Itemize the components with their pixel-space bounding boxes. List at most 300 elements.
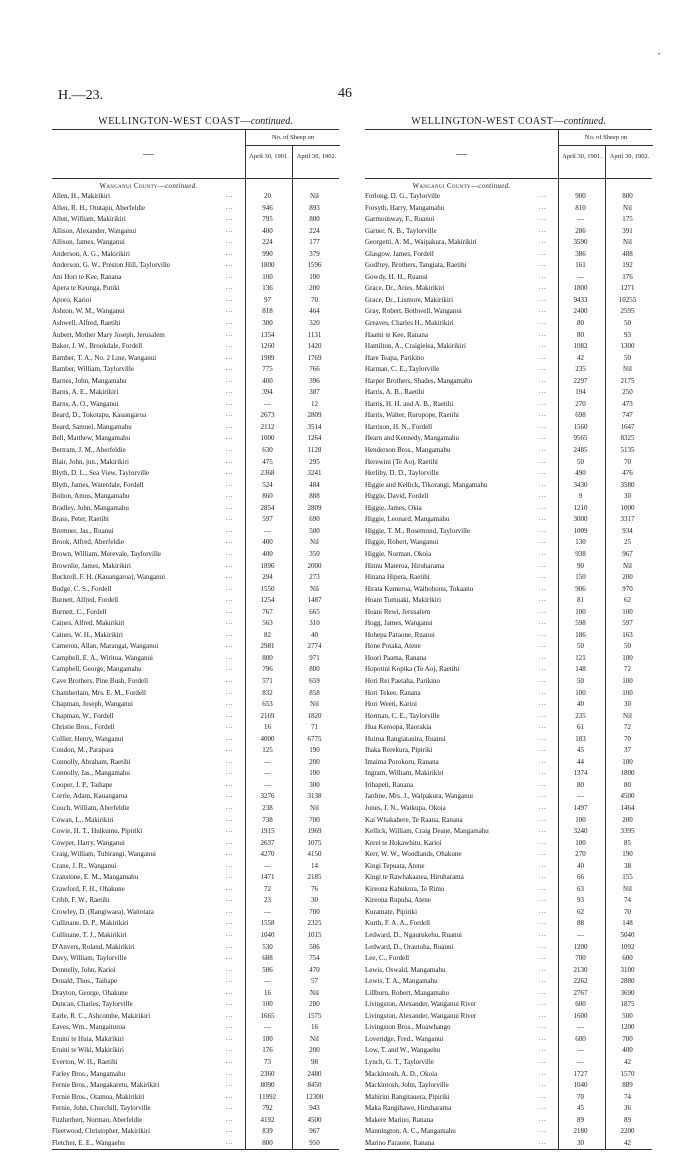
sheep-1902: 100	[622, 688, 633, 697]
leader-dots: ...	[539, 331, 547, 338]
sheep-1901: 530	[262, 942, 273, 951]
table-row	[52, 1034, 339, 1046]
sheep-1902: 71	[311, 723, 318, 732]
owner-name: Hoori Paama, Ranana	[365, 653, 427, 662]
table-row	[365, 595, 652, 607]
sheep-1902: Nil	[623, 238, 632, 247]
table-row	[52, 815, 339, 827]
sheep-1901: 1800	[573, 284, 588, 293]
sheep-1902: 950	[309, 1138, 320, 1147]
leader-dots: ...	[539, 412, 547, 419]
table-row	[52, 1126, 339, 1138]
owner-name: Mannington, A. C., Mangamahu	[365, 1127, 456, 1136]
leader-dots: ...	[226, 1035, 234, 1042]
leader-dots: ...	[226, 354, 234, 361]
table-row	[365, 1034, 652, 1046]
table-row	[52, 503, 339, 515]
sheep-1902: Nil	[310, 700, 319, 709]
owner-name: Cowan, L., Makirikiri	[52, 815, 114, 824]
sheep-1901: 3240	[573, 827, 588, 836]
sheep-1902: 1092	[620, 942, 635, 951]
owner-name: Lee, C., Fordell	[365, 954, 410, 963]
sheep-1901: 2360	[260, 1069, 275, 1078]
sheep-1901: 1560	[573, 422, 588, 431]
leader-dots: ...	[539, 677, 547, 684]
sheep-1902: Nil	[310, 538, 319, 547]
leader-dots: ...	[539, 608, 547, 615]
table-row	[52, 410, 339, 422]
sheep-1901: 161	[575, 261, 586, 270]
sheep-1902: 800	[309, 665, 320, 674]
sheep-1902: 30	[624, 492, 631, 501]
leader-dots: ...	[539, 770, 547, 777]
sheep-1902: 387	[309, 388, 320, 397]
header-1901: April 30, 1901.	[246, 146, 293, 178]
sheep-1902: 1271	[620, 284, 635, 293]
sheep-1901: 946	[262, 203, 273, 212]
owner-name: Cullinane, D. P., Makirikiri	[52, 919, 129, 928]
leader-dots: ...	[539, 354, 547, 361]
sheep-1902: 2000	[307, 561, 322, 570]
leader-dots: ...	[226, 447, 234, 454]
table-row	[365, 1057, 652, 1069]
leader-dots: ...	[539, 1001, 547, 1008]
sheep-1902: 3395	[620, 827, 635, 836]
table-row	[365, 930, 652, 942]
table-row	[365, 283, 652, 295]
leader-dots: ...	[539, 377, 547, 384]
leader-dots: ...	[226, 400, 234, 407]
table-row	[52, 457, 339, 469]
table-row	[365, 976, 652, 988]
sheep-1901: 224	[262, 238, 273, 247]
table-row	[52, 1115, 339, 1127]
table-row	[52, 341, 339, 353]
leader-dots: ...	[226, 227, 234, 234]
sheep-1901: 270	[575, 399, 586, 408]
owner-name: Glasgow, James, Fordell	[365, 249, 434, 258]
table-row	[365, 1138, 652, 1150]
leader-dots: ...	[226, 920, 234, 927]
table-row	[365, 688, 652, 700]
owner-name: Cave Brothers, Pine Bush, Fordell	[52, 676, 149, 685]
leader-dots: ...	[226, 262, 234, 269]
sheep-1902: Nil	[623, 203, 632, 212]
sheep-1902: 200	[309, 284, 320, 293]
table-row	[52, 1011, 339, 1023]
sheep-1902: 3241	[307, 469, 322, 478]
table-row	[52, 283, 339, 295]
sheep-1901: 72	[264, 884, 271, 893]
sheep-1902: 400	[622, 1046, 633, 1055]
leader-dots: ...	[539, 239, 547, 246]
ink-speck: •	[658, 52, 661, 58]
owner-name: Harper Brothers, Shades, Mangamahu	[365, 376, 473, 385]
sheep-1902: 4500	[307, 1115, 322, 1124]
sheep-1902: 70	[624, 457, 631, 466]
table-row	[52, 711, 339, 723]
leader-dots: ...	[539, 527, 547, 534]
sheep-1902: 1264	[307, 434, 322, 443]
sheep-1901: 938	[575, 549, 586, 558]
leader-dots: ...	[226, 504, 234, 511]
owner-name: Brown, William, Merevale, Taylorville	[52, 549, 161, 558]
owner-name: Duncan, Charles, Taylorville	[52, 1000, 133, 1009]
sheep-1902: 8325	[620, 434, 635, 443]
leader-dots: ...	[226, 978, 234, 985]
table-row	[365, 249, 652, 261]
owner-name: Herlihy, D. D., Taylorville	[365, 469, 439, 478]
owner-name: Christie Bros., Fordell	[52, 723, 115, 732]
table-row	[365, 630, 652, 642]
column-title: WELLINGTON-WEST COAST—continued.	[411, 116, 606, 127]
table-row	[365, 514, 652, 526]
owner-name: Grace, Dr., Aries, Makirikiri	[365, 284, 445, 293]
sheep-1902: 1875	[620, 1000, 635, 1009]
owner-name: Haami te Kee, Ranana	[365, 330, 428, 339]
sheep-1901: 73	[264, 1058, 271, 1067]
table-row	[365, 376, 652, 388]
table-row	[365, 537, 652, 549]
leader-dots: ...	[539, 262, 547, 269]
sheep-1902: 967	[622, 549, 633, 558]
sheep-1901: 2637	[260, 838, 275, 847]
header-1901: April 30, 1901.	[559, 146, 606, 178]
owner-name: Budge, C. S., Fordell	[52, 584, 112, 593]
leader-dots: ...	[539, 481, 547, 488]
leader-dots: ...	[226, 643, 234, 650]
table-row	[365, 711, 652, 723]
sheep-1902: 280	[309, 1000, 320, 1009]
table-row	[365, 676, 652, 688]
leader-dots: ...	[226, 250, 234, 257]
sheep-1902: 2325	[307, 919, 322, 928]
sheep-1901: 1497	[573, 803, 588, 812]
sheep-1902: 30	[311, 896, 318, 905]
leader-dots: ...	[226, 966, 234, 973]
sheep-1902: 2175	[620, 376, 635, 385]
table-header	[365, 129, 652, 179]
leader-dots: ...	[539, 193, 547, 199]
leader-dots: ...	[539, 320, 547, 327]
owner-name: Bamber, T. A., No. 2 Line, Wanganui	[52, 353, 157, 362]
leader-dots: ...	[226, 620, 234, 627]
leader-dots: ...	[539, 747, 547, 754]
sheep-1902: 192	[622, 261, 633, 270]
sheep-1901: 1471	[260, 873, 275, 882]
table-row	[52, 318, 339, 330]
owner-name: Corrie, Adam, Kauangaroa	[52, 792, 128, 801]
table-row	[365, 768, 652, 780]
leader-dots: ...	[539, 574, 547, 581]
sheep-1902: 3138	[307, 792, 322, 801]
sheep-1902: Nil	[310, 988, 319, 997]
leader-dots: ...	[539, 423, 547, 430]
leader-dots: ...	[539, 550, 547, 557]
owner-name: Anderson, A. G., Makirikiri	[52, 249, 130, 258]
leader-dots: ...	[226, 527, 234, 534]
leader-dots: ...	[226, 331, 234, 338]
table-row	[52, 1103, 339, 1115]
owner-name: Fernie Bros., Otamoa, Makirikiri	[52, 1092, 145, 1101]
owner-name: Bolton, Amos, Mangamahu	[52, 492, 130, 501]
owner-name: Mahirini Rangitauera, Pipiriki	[365, 1092, 450, 1101]
sheep-1901: 183	[575, 734, 586, 743]
sheep-1902: 42	[624, 1138, 631, 1147]
sheep-1902: 273	[309, 573, 320, 582]
sheep-1902: 766	[309, 365, 320, 374]
owner-name: Hori Tekee, Ranana	[365, 688, 421, 697]
sheep-1902: 1000	[620, 503, 635, 512]
sheep-1902: 3580	[620, 480, 635, 489]
table-row	[52, 907, 339, 919]
sheep-1902: Nil	[623, 884, 632, 893]
sheep-1902: 224	[309, 226, 320, 235]
owner-name: Allen, H., Makirikiri	[52, 192, 111, 200]
leader-dots: ...	[226, 712, 234, 719]
leader-dots: ...	[226, 770, 234, 777]
table-row	[365, 722, 652, 734]
table-row	[52, 895, 339, 907]
table-row	[52, 664, 339, 676]
table-row	[365, 965, 652, 977]
sheep-1901: —	[264, 769, 271, 778]
leader-dots: ...	[226, 550, 234, 557]
leader-dots: ...	[226, 481, 234, 488]
table-row	[365, 226, 652, 238]
table-row	[52, 976, 339, 988]
table-row	[365, 237, 652, 249]
sheep-1901: 9	[578, 492, 583, 501]
leader-dots: ...	[539, 1082, 547, 1089]
table-row	[52, 745, 339, 757]
leader-dots: ...	[226, 989, 234, 996]
owner-name: Allen, William, Makirikiri	[52, 215, 126, 224]
leader-dots: ...	[539, 1093, 547, 1100]
sheep-1901: —	[577, 931, 584, 939]
leader-dots: ...	[226, 1082, 234, 1089]
leader-dots: ...	[539, 920, 547, 927]
sheep-1902: 473	[622, 399, 633, 408]
sheep-1901: 2854	[260, 503, 275, 512]
table-row	[52, 572, 339, 584]
sheep-1902: 175	[622, 215, 633, 224]
sheep-1902: 747	[622, 411, 633, 420]
sheep-1902: 597	[622, 619, 633, 628]
table-row	[365, 780, 652, 792]
sheep-1902: 500	[622, 1011, 633, 1020]
owner-name: Lynch, G. T., Taylorville	[365, 1058, 434, 1067]
leader-dots: ...	[226, 585, 234, 592]
sheep-1901: —	[577, 215, 584, 224]
sheep-1901: 4000	[260, 734, 275, 743]
leader-dots: ...	[539, 597, 547, 604]
sheep-1901: 4270	[260, 850, 275, 859]
table-row	[365, 364, 652, 376]
table-body	[365, 179, 652, 1149]
owner-name: Apera te Keunga, Putiki	[52, 284, 120, 293]
owner-name: Irihapeti, Ranana	[365, 780, 414, 789]
leader-dots: ...	[539, 631, 547, 638]
sheep-1902: 89	[624, 1115, 631, 1124]
sheep-1902: 148	[622, 919, 633, 928]
table-row	[365, 607, 652, 619]
sheep-1901: 2981	[260, 642, 275, 651]
owner-name: Higgie, Norman, Okoia	[365, 549, 432, 558]
owner-name: Harris, H. H. and A. B., Raetihi	[365, 399, 454, 408]
group-label: No. of Sheep on	[559, 130, 653, 146]
owner-name: Hone Potaka, Atene	[365, 642, 421, 651]
sheep-1901: 90	[577, 561, 584, 570]
sheep-1902: 970	[622, 584, 633, 593]
sheep-1902: 5040	[620, 931, 635, 939]
owner-name: Cribb, F. W., Raetihi	[52, 896, 110, 905]
table-row	[52, 191, 339, 203]
leader-dots: ...	[539, 458, 547, 465]
owner-name: Georgetti, A. M., Waipakura, Makirikiri	[365, 238, 477, 247]
sheep-1901: 44	[577, 757, 584, 766]
table-row	[365, 318, 652, 330]
sheep-1902: 50	[624, 353, 631, 362]
owner-name: Burnett, Alfred, Fordell	[52, 596, 119, 605]
leader-dots: ...	[226, 1047, 234, 1054]
table-row	[52, 688, 339, 700]
sheep-1902: 889	[622, 1081, 633, 1090]
sheep-1901: 653	[262, 700, 273, 709]
sheep-1901: 906	[575, 584, 586, 593]
owner-name: Farley Bros., Mangamahu	[52, 1069, 126, 1078]
sheep-1901: —	[577, 272, 584, 281]
sheep-count-header	[558, 130, 653, 178]
owner-name: Brownlie, James, Makirikiri	[52, 561, 131, 570]
leader-dots: ...	[539, 932, 547, 938]
sheep-1901: 2400	[573, 307, 588, 316]
sheep-1901: 50	[577, 642, 584, 651]
table-row	[52, 353, 339, 365]
table-row	[365, 295, 652, 307]
leader-dots: ...	[539, 250, 547, 257]
table-row	[52, 838, 339, 850]
sheep-1902: 74	[624, 896, 631, 905]
leader-dots: ...	[226, 412, 234, 419]
sheep-1901: 11992	[258, 1092, 277, 1101]
table-row	[52, 630, 339, 642]
table-row	[365, 399, 652, 411]
sheep-1901: 9433	[573, 295, 588, 304]
sheep-1902: 379	[309, 249, 320, 258]
table-row	[365, 572, 652, 584]
table-row	[365, 699, 652, 711]
owner-name: Crawford, F. H., Ohakune	[52, 884, 125, 893]
table-row	[52, 734, 339, 746]
sheep-1902: 40	[311, 630, 318, 639]
header-1902: April 30, 1902.	[296, 153, 337, 160]
owner-name: Bradley, John, Mangamahu	[52, 503, 129, 512]
table-row	[52, 861, 339, 873]
sheep-1901: 30	[577, 1138, 584, 1147]
sheep-1901: 294	[262, 573, 273, 582]
sheep-1901: 100	[575, 688, 586, 697]
sheep-1901: 2368	[260, 469, 275, 478]
sheep-1902: 200	[309, 757, 320, 766]
sheep-1901: 93	[577, 896, 584, 905]
sheep-1902: 858	[309, 688, 320, 697]
sheep-1901: 400	[262, 538, 273, 547]
leader-dots: ...	[226, 1093, 234, 1100]
sheep-1902: 2185	[307, 873, 322, 882]
sheep-1902: 42	[624, 1058, 631, 1067]
owner-name: Everton, W. H., Raetihi	[52, 1058, 118, 1067]
owner-name: Allen, R. H., Otutapu, Aberfeldie	[52, 203, 146, 212]
leader-dots: ...	[539, 1116, 547, 1123]
sheep-1901: 3590	[573, 238, 588, 247]
table-row	[365, 272, 652, 284]
sheep-1902: 74	[624, 1092, 631, 1101]
owner-name: Harris, Walter, Rurupope, Raetihi	[365, 411, 459, 420]
sheep-1901: 100	[575, 838, 586, 847]
sheep-1901: 80	[577, 319, 584, 328]
owner-name: Bremner, Jas., Ruanui	[52, 526, 114, 535]
sheep-1901: 1989	[260, 353, 275, 362]
sheep-1902: 1969	[307, 827, 322, 836]
leader-dots: ...	[226, 631, 234, 638]
sheep-1902: 98	[311, 1058, 318, 1067]
leader-dots: ...	[539, 1105, 547, 1112]
leader-dots: ...	[539, 701, 547, 708]
owner-name: Baker, J. W., Brookdale, Fordell	[52, 342, 143, 351]
leader-dots: ...	[226, 435, 234, 442]
sheep-1901: —	[264, 977, 271, 986]
owner-name: Jardine, Mrs. J., Waipakura, Wanganui	[365, 792, 474, 801]
sheep-1901: 121	[575, 653, 586, 662]
owner-name: Cameron, Allan, Marangai, Wanganui	[52, 642, 159, 651]
owner-name: Livingston, Alexander, Wanganui River	[365, 1011, 477, 1020]
table-row	[365, 1080, 652, 1092]
sheep-1902: 36	[624, 1104, 631, 1113]
owner-name: Craig, William, Tubirangi, Wanganui	[52, 850, 156, 859]
leader-dots: ...	[226, 343, 234, 350]
sheep-1902: 350	[309, 549, 320, 558]
owner-name: Couch, William, Aberfeldie	[52, 803, 130, 812]
leader-dots: ...	[539, 504, 547, 511]
owner-name: Blyth, D. L., Sea View, Taylorville	[52, 469, 150, 478]
table-row	[52, 422, 339, 434]
sheep-1902: 10255	[618, 295, 637, 304]
leader-dots: ...	[226, 296, 234, 303]
sheep-1902: 100	[309, 769, 320, 778]
sheep-1902: 8450	[307, 1081, 322, 1090]
leader-dots: ...	[226, 539, 234, 546]
sheep-1901: —	[264, 780, 271, 789]
sheep-1902: 506	[309, 942, 320, 951]
leader-dots: ...	[226, 285, 234, 292]
sheep-1902: 1487	[307, 596, 322, 605]
sheep-1901: 20	[264, 192, 271, 200]
sheep-1902: 155	[622, 873, 633, 882]
sheep-1901: —	[264, 757, 271, 766]
sheep-1901: 2673	[260, 411, 275, 420]
leader-dots: ...	[539, 1024, 547, 1031]
sheep-1902: 1131	[307, 330, 322, 339]
sheep-1901: 45	[577, 1104, 584, 1113]
sheep-1901: 3430	[573, 480, 588, 489]
table-column-left	[52, 114, 339, 1150]
sheep-1901: 1600	[573, 1011, 588, 1020]
owner-name: Burnett, C., Fordell	[52, 607, 107, 616]
owner-name: Greaves, Charles H., Makirikiri	[365, 319, 454, 328]
sheep-1901: 700	[575, 954, 586, 963]
leader-dots: ...	[226, 758, 234, 765]
